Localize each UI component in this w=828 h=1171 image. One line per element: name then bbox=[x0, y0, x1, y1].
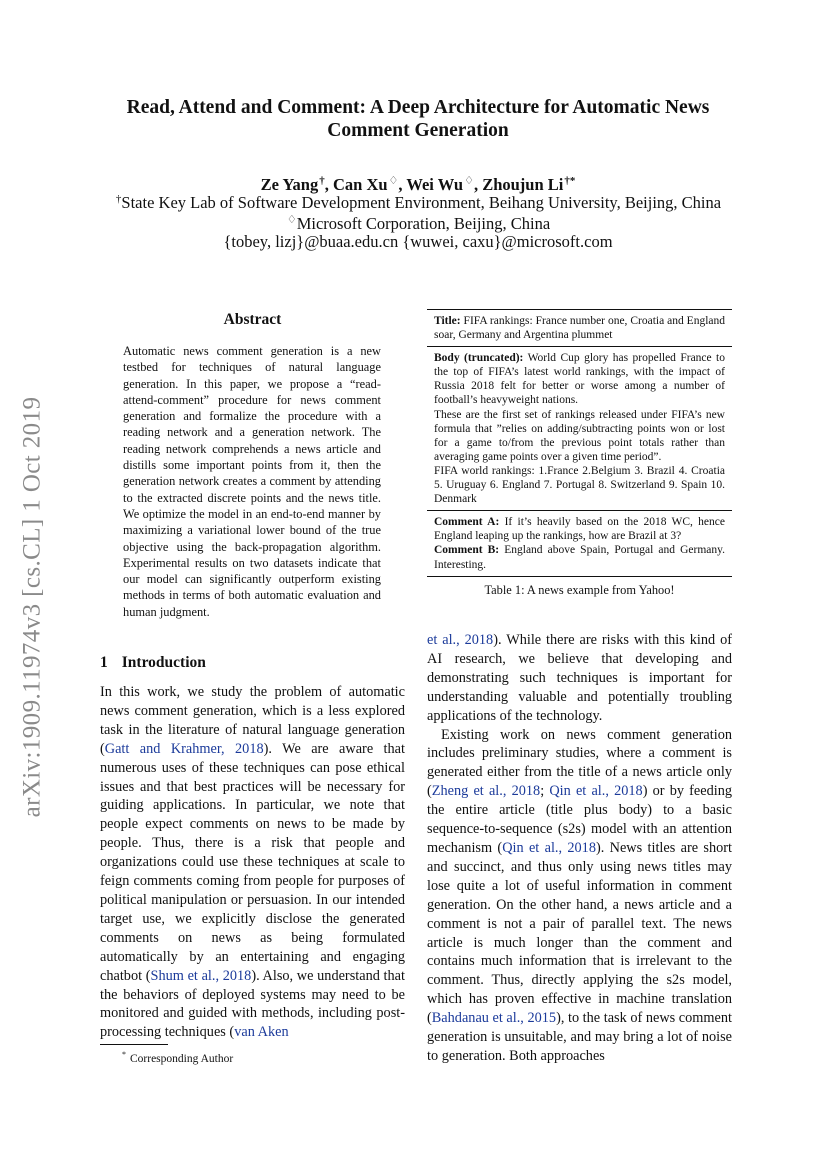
table-title-row: Title: FIFA rankings: France number one, Croatia and England soar, Germany and Argentina plummet bbox=[427, 309, 732, 346]
citation-link[interactable]: Shum et al., 2018 bbox=[150, 967, 252, 984]
citation-link[interactable]: van Aken bbox=[234, 1024, 289, 1041]
citation-link[interactable]: et al., 2018 bbox=[427, 632, 494, 648]
table-caption: Table 1: A news example from Yahoo! bbox=[484, 583, 675, 597]
citation-link[interactable]: Bahdanau et al., 2015 bbox=[431, 1010, 557, 1027]
author-list: Ze Yang†, Can Xu♢, Wei Wu♢, Zhoujun Li†* bbox=[260, 175, 576, 194]
author: Ze Yang† bbox=[260, 175, 325, 194]
affiliation-beihang: †State Key Lab of Software Development Environment, Beihang University, Beijing, China bbox=[115, 193, 722, 212]
introduction-left-column bbox=[100, 683, 405, 1042]
citation-link[interactable]: Qin et al., 2018 bbox=[502, 839, 596, 856]
section-heading-introduction: 1 Introduction bbox=[100, 654, 206, 671]
abstract-body: Automatic news comment generation is a new testbed for techniques of natural language generation. In this paper, we propose a “read-attend-comment” procedure for news comment generation and formalize the procedure with a reading network and a generation network. The reading network comprehends a news article and distills some important points from it, then the generation network creates a comment by attending to the extracted discrete points and the news title. We optimize the model in an end-to-end manner by maximizing a variational lower bound of the true objective using the back-propagation algorithm. Experimental results on two datasets indicate that our model can significantly outperform existing methods in terms of both automatic evaluation and human judgment. bbox=[123, 344, 381, 619]
introduction-paragraph: In this work, we study the problem of automatic news comment generation, which is a less explored task in the literature of natural language generation (Gatt and Krahmer, 2018). We are aware that numerous uses of these techniques can pose ethical issues and that best practices will be necessary for guiding applications. In particular, we note that people expect comments on news to be made by people. Thus, there is a risk that people and organizations could use these techniques at scale to feign comments coming from people for purposes of political manipulation or persuasion. In our intended target use, we explicitly disclose the generated comments on news as being formulated automatically by an entertaining and engaging chatbot (Shum et al., 2018). Also, we understand that the behaviors of deployed systems may need to be monitored and guided with methods, including post-processing techniques (van Aken bbox=[100, 684, 405, 1041]
author-emails: {tobey, lizj}@buaa.edu.cn {wuwei, caxu}@microsoft.com bbox=[223, 232, 613, 251]
author: Wei Wu♢ bbox=[406, 175, 474, 194]
abstract-heading: Abstract bbox=[223, 311, 282, 328]
arxiv-identifier bbox=[14, 372, 50, 842]
affiliation-microsoft: ♢Microsoft Corporation, Beijing, China bbox=[286, 214, 551, 233]
citation-link[interactable]: Zheng et al., 2018 bbox=[431, 783, 541, 800]
citation-link[interactable]: Gatt and Krahmer, 2018 bbox=[104, 740, 264, 757]
author: Can Xu♢ bbox=[332, 175, 399, 194]
citation-link[interactable]: Qin et al., 2018 bbox=[549, 783, 643, 800]
introduction-paragraph: Existing work on news comment generation includes preliminary studies, where a comment is generated either from the title of a news article only (Zheng et al., 2018; Qin et al., 2018) or by feeding the entire article (title plus body) to a basic sequence-to-sequence (s2s) model with an attention mechanism (Qin et al., 2018). News titles are short and succinct, and thus only using news titles may lose quite a lot of useful information in comment generation. On the other hand, a news article and a comment is not a pair of parallel text. The news article is much longer than the comment and contains much information that is irrelevant to the comment. Thus, directly applying the s2s model, which has proven effective in machine translation (Bahdanau et al., 2015), to the task of news comment generation is unsuitable, and may bring a lot of noise to generation. Both approaches bbox=[427, 726, 733, 1064]
table-body-row: Body (truncated): World Cup glory has propelled France to the top of FIFA’s latest world rankings, with the impact of Russia 2018 felt for better or worse among a number of football’s heavyweight nations. These are the first set of rankings released under FIFA’s new formula that ”relies on adding/subtracting points won or lost for a game to/from the previous point totals rather than averaging game points over a given time period”. FIFA world rankings: 1.France 2.Belgium 3. Brazil 4. Croatia 5. Uruguay 6. England 7. Portugal 8. Switzerland 9. Spain 10. Denmark bbox=[427, 346, 732, 510]
introduction-paragraph: et al., 2018). While there are risks with this kind of AI research, we believe that developing and demonstrating such techniques is important for understanding valuable and potentially troubling applications of the technology. bbox=[427, 632, 732, 724]
footnote-rule bbox=[100, 1044, 168, 1045]
news-example-table bbox=[427, 309, 732, 577]
paper-title: Read, Attend and Comment: A Deep Architecture for Automatic News Comment Generation bbox=[126, 97, 710, 141]
author: Zhoujun Li†* bbox=[482, 175, 576, 194]
footnote: * Corresponding Author bbox=[122, 1050, 234, 1065]
introduction-right-column bbox=[427, 631, 732, 1066]
table-comments-row: Comment A: If it’s heavily based on the 2018 WC, hence England leaping up the rankings, how are Brazil at 3? Comment B: England above Spain, Portugal and Germany. Interesting. bbox=[427, 510, 732, 576]
arxiv-identifier-text: arXiv:1909.11974v3 [cs.CL] 1 Oct 2019 bbox=[18, 396, 46, 818]
